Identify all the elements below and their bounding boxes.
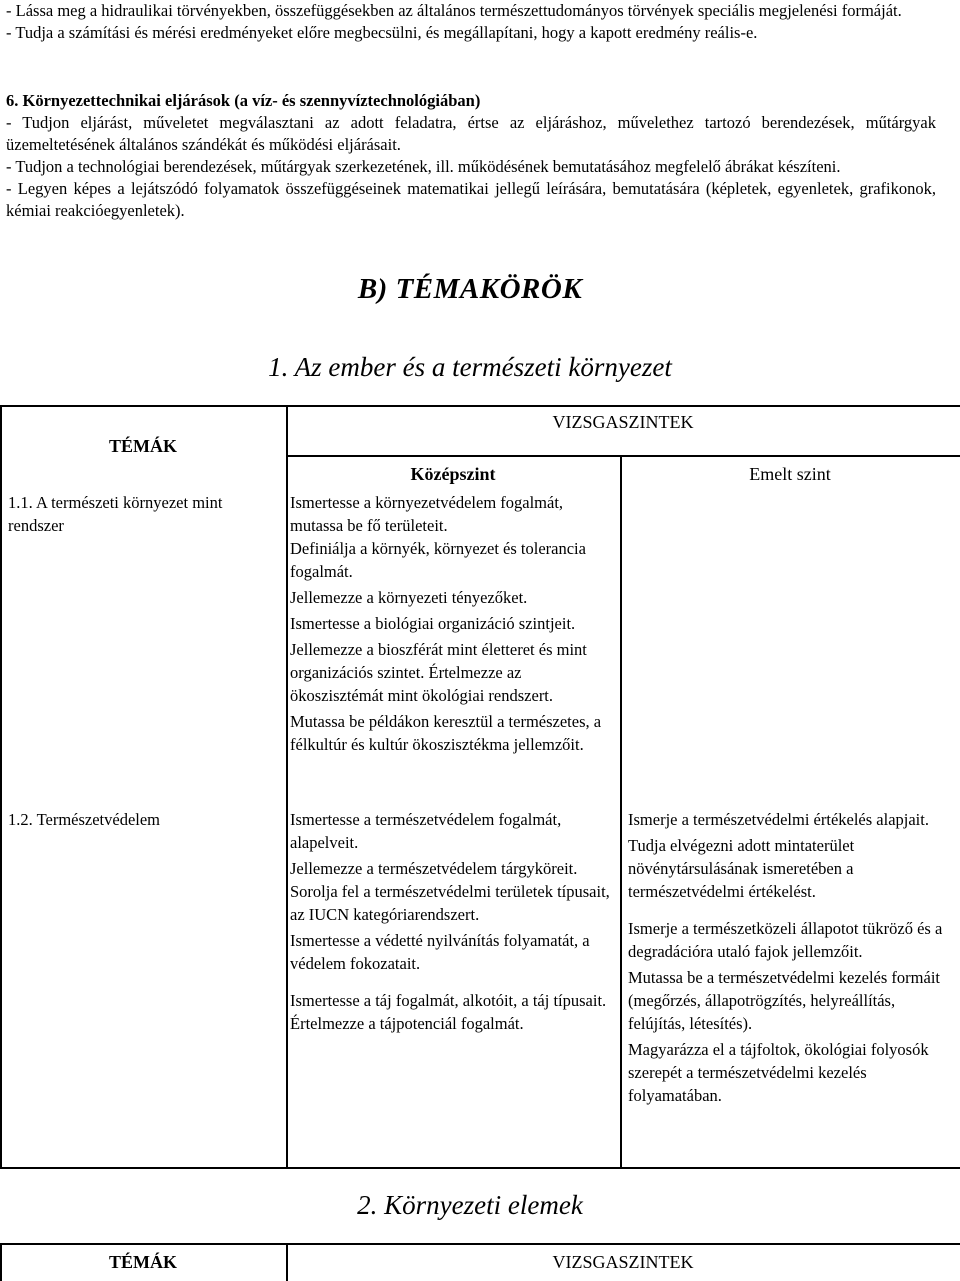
vizsgaszintek-header: VIZSGASZINTEK [552,412,694,432]
list-item: Jellemezze a bioszférát mint életteret és mint organizációs szintet. Értelmezze az ökoszisztémát mint ökológiai rendszert. [290,640,587,705]
list-item: Ismerje a természetközeli állapotot tükröző és a degradációra utaló fajok jellemzőit. [628,919,943,961]
list-item: Mutassa be példákon keresztül a természetes, a félkultúr és kultúr ökoszisztékma jellemzőit. [290,712,602,754]
list-item: Jellemezze a természetvédelem tárgyköreit. [290,859,578,878]
section-6-title: 6. Környezettechnikai eljárások (a víz- és szennyvíztechnológiában) [6,91,481,110]
intro-line-1: - Lássa meg a hidraulikai törvényekben, összefüggésekben az általános természettudományos törvények speciális megjelenési formáját. [6,1,902,20]
table-border-top [0,405,960,407]
table-2-border-top [0,1243,960,1245]
list-item: Ismerje a természetvédelmi értékelés alapjait. [628,810,929,829]
table-divider-1 [286,405,288,1167]
section-6 [6,90,936,222]
table-divider-2 [620,455,622,1167]
list-item: Ismertesse a táj fogalmát, alkotóit, a táj típusait. [290,991,607,1010]
topic-1-2: 1.2. Természetvédelem [8,810,161,829]
row-1-1-kozepszint [290,491,614,756]
intro-line-2: - Tudja a számítási és mérési eredményeket előre megbecsülni, és megállapítani, hogy a kapott eredmény reális-e. [6,23,758,42]
table-2-temak-header: TÉMÁK [108,1252,177,1272]
row-1-2-emelt-szint [628,808,954,1107]
list-item: Mutassa be a természetvédelmi kezelés formáit (megőrzés, állapotrögzítés, helyreállítás, felújítás, létesítés). [628,968,940,1033]
list-item: Tudja elvégezni adott mintaterület növénytársulásának ismeretében a természetvédelmi értékelést. [628,836,855,901]
table-border-left [0,405,2,1167]
kozepszint-header: Középszint [410,464,496,484]
topics-table-2 [0,1243,960,1281]
row-1-2-kozepszint [290,808,614,1035]
list-item: Ismertesse a biológiai organizáció szintjeit. [290,614,576,633]
list-item: Ismertesse a védetté nyilvánítás folyamatát, a védelem fokozatait. [290,931,590,973]
list-item: Definiálja a környék, környezet és tolerancia fogalmát. [290,539,586,581]
section-b-title: B) TÉMAKÖRÖK [357,273,583,305]
list-item: Magyarázza el a tájfoltok, ökológiai folyosók szerepét a természetvédelmi kezelés folyamatában. [628,1040,929,1105]
table-2-vizsgaszintek-header: VIZSGASZINTEK [552,1252,694,1272]
topics-table-1 [0,405,960,1167]
list-item: Sorolja fel a természetvédelmi területek típusait, az IUCN kategóriarendszert. [290,882,610,924]
list-item: Ismertesse a természetvédelem fogalmát, alapelveit. [290,810,562,852]
table-header-divider [286,455,960,457]
topic-1-1: 1.1. A természeti környezet mint rendszer [8,493,223,535]
section-6-para-3: - Legyen képes a lejátszódó folyamatok összefüggéseinek matematikai jellegű leírására, bemutatására (képletek, egyenletek, grafikonok, kémiai reakcióegyenletek). [6,179,936,220]
table-border-bottom [0,1167,960,1169]
section-6-para-1: - Tudjon eljárást, műveletet megválasztani az adott feladatra, értse az eljáráshoz, művelethez tartozó berendezések, műtárgyak üzemeltetésének általános szándékát és működési eljárásait. [6,113,936,154]
list-item: Értelmezze a tájpotenciál fogalmát. [290,1014,524,1033]
emelt-szint-header: Emelt szint [749,464,831,484]
chapter-2-title: 2. Környezeti elemek [357,1190,583,1220]
list-item: Ismertesse a környezetvédelem fogalmát, mutassa be fő területeit. [290,493,564,535]
section-6-para-2: - Tudjon a technológiai berendezések, műtárgyak szerkezetének, ill. működésének bemutatásához megfelelő ábrákat készíteni. [6,157,841,176]
chapter-1-title: 1. Az ember és a természeti környezet [268,352,672,382]
list-item: Jellemezze a környezeti tényezőket. [290,588,528,607]
temak-header: TÉMÁK [108,436,177,456]
intro-block [6,0,936,44]
